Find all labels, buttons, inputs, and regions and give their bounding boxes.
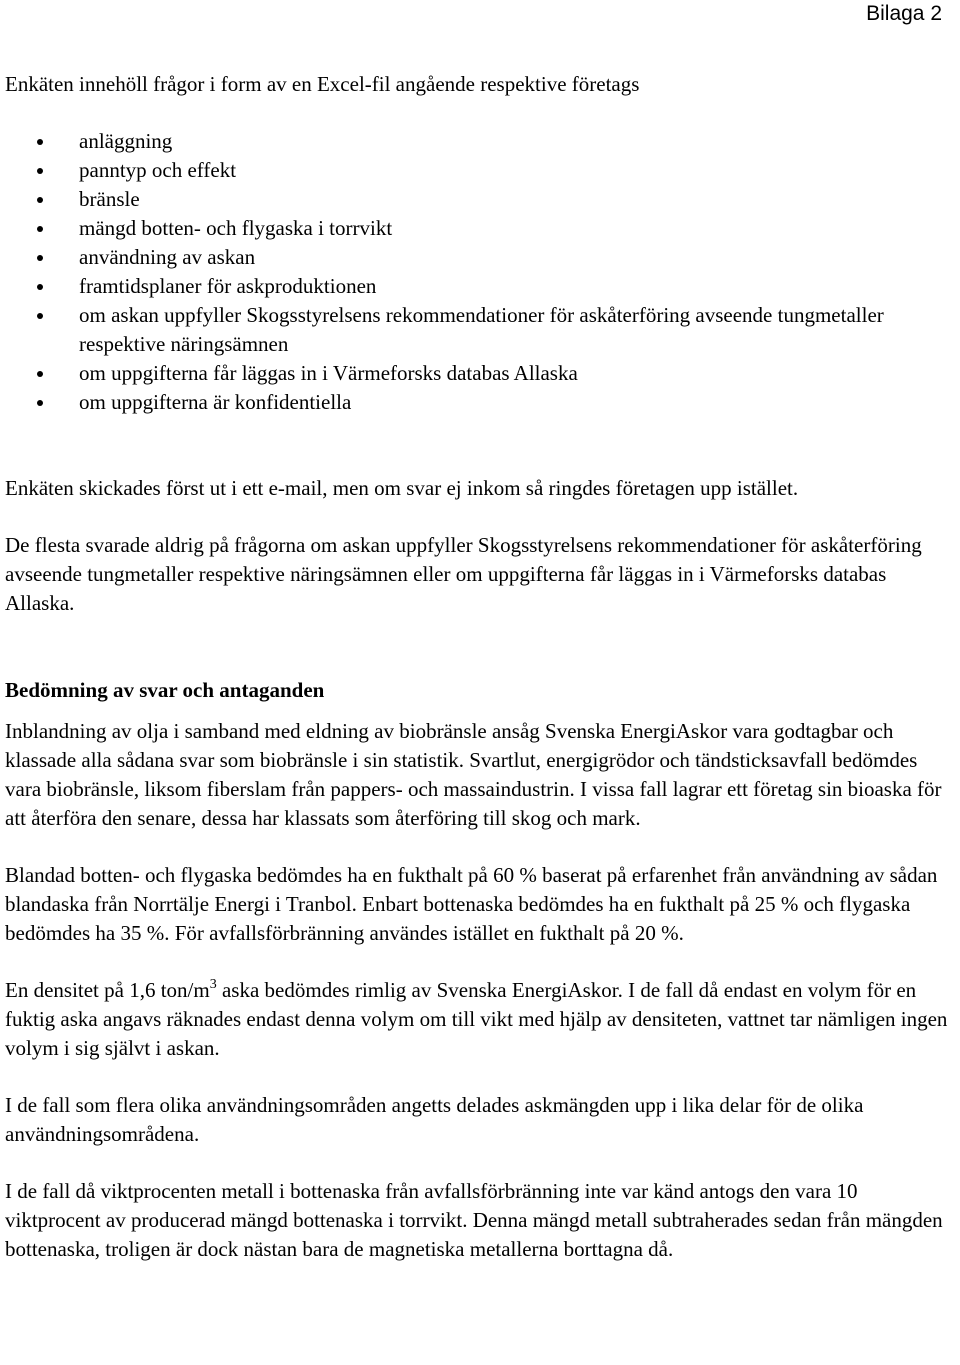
list-item: om uppgifterna är konfidentiella xyxy=(5,388,955,417)
list-item: om uppgifterna får läggas in i Värmeforsks databas Allaska xyxy=(5,359,955,388)
email-paragraph: Enkäten skickades först ut i ett e-mail, men om svar ej inkom så ringdes företagen upp istället. xyxy=(5,476,799,500)
question-list xyxy=(5,127,955,417)
list-item: anläggning xyxy=(5,127,955,156)
moisture-paragraph: Blandad botten- och flygaska bedömdes ha en fukthalt på 60 % baserat på erfarenhet från användning av sådan blandaska från Norrtälje Energi i Tranbol. Enbart bottenaska bedömdes ha en fukthalt på 25 % och flygaska bedömdes ha 35 %. För avfallsförbränning användes istället en fukthalt på 20 %. xyxy=(5,863,938,945)
density-paragraph xyxy=(5,976,955,1063)
list-item: panntyp och effekt xyxy=(5,156,955,185)
document-body xyxy=(5,70,955,1264)
appendix-label: Bilaga 2 xyxy=(866,2,942,25)
list-item: bränsle xyxy=(5,185,955,214)
metal-paragraph: I de fall då viktprocenten metall i bottenaska från avfallsförbränning inte var känd antogs den vara 10 viktprocent av producerad mängd bottenaska i torrvikt. Denna mängd metall subtraherades sedan från mängden bottenaska, troligen är dock nästan bara de magnetiska metallerna borttagna då. xyxy=(5,1179,943,1261)
density-text-end: aska bedömdes rimlig av Svenska EnergiAskor. I de fall då endast en volym för en fuktig aska angavs räknades endast denna volym om till vikt med hjälp av densiteten, vattnet tar nämligen ingen volym i sig självt i askan. xyxy=(5,978,948,1060)
list-item: mängd botten- och flygaska i torrvikt xyxy=(5,214,955,243)
superscript: 3 xyxy=(209,977,217,992)
oil-mixing-paragraph: Inblandning av olja i samband med eldning av biobränsle ansåg Svenska EnergiAskor vara godtagbar och klassade alla sådana svar som biobränsle i sin statistik. Svartlut, energigrödor och tändsticksavfall bedömdes vara biobränsle, liksom fiberslam från pappers- och massaindustrin. I vissa fall lagrar ett företag sin bioaska för att återföra den senare, dessa har klassats som återföring till skog och mark. xyxy=(5,719,942,830)
density-text-start: En densitet på 1,6 ton/m xyxy=(5,978,210,1002)
responses-paragraph: De flesta svarade aldrig på frågorna om askan uppfyller Skogsstyrelsens rekommendationer för askåterföring avseende tungmetaller respektive näringsämnen eller om uppgifterna får läggas in i Värmeforsks databas Allaska. xyxy=(5,533,922,615)
section-heading: Bedömning av svar och antaganden xyxy=(5,678,325,702)
list-item: om askan uppfyller Skogsstyrelsens rekommendationer för askåterföring avseende tungmetaller respektive näringsämnen xyxy=(5,301,955,359)
usage-areas-paragraph: I de fall som flera olika användningsområden angetts delades askmängden upp i lika delar för de olika användningsområdena. xyxy=(5,1093,864,1146)
list-item: användning av askan xyxy=(5,243,955,272)
list-item: framtidsplaner för askproduktionen xyxy=(5,272,955,301)
intro-paragraph: Enkäten innehöll frågor i form av en Excel-fil angående respektive företags xyxy=(5,72,640,96)
